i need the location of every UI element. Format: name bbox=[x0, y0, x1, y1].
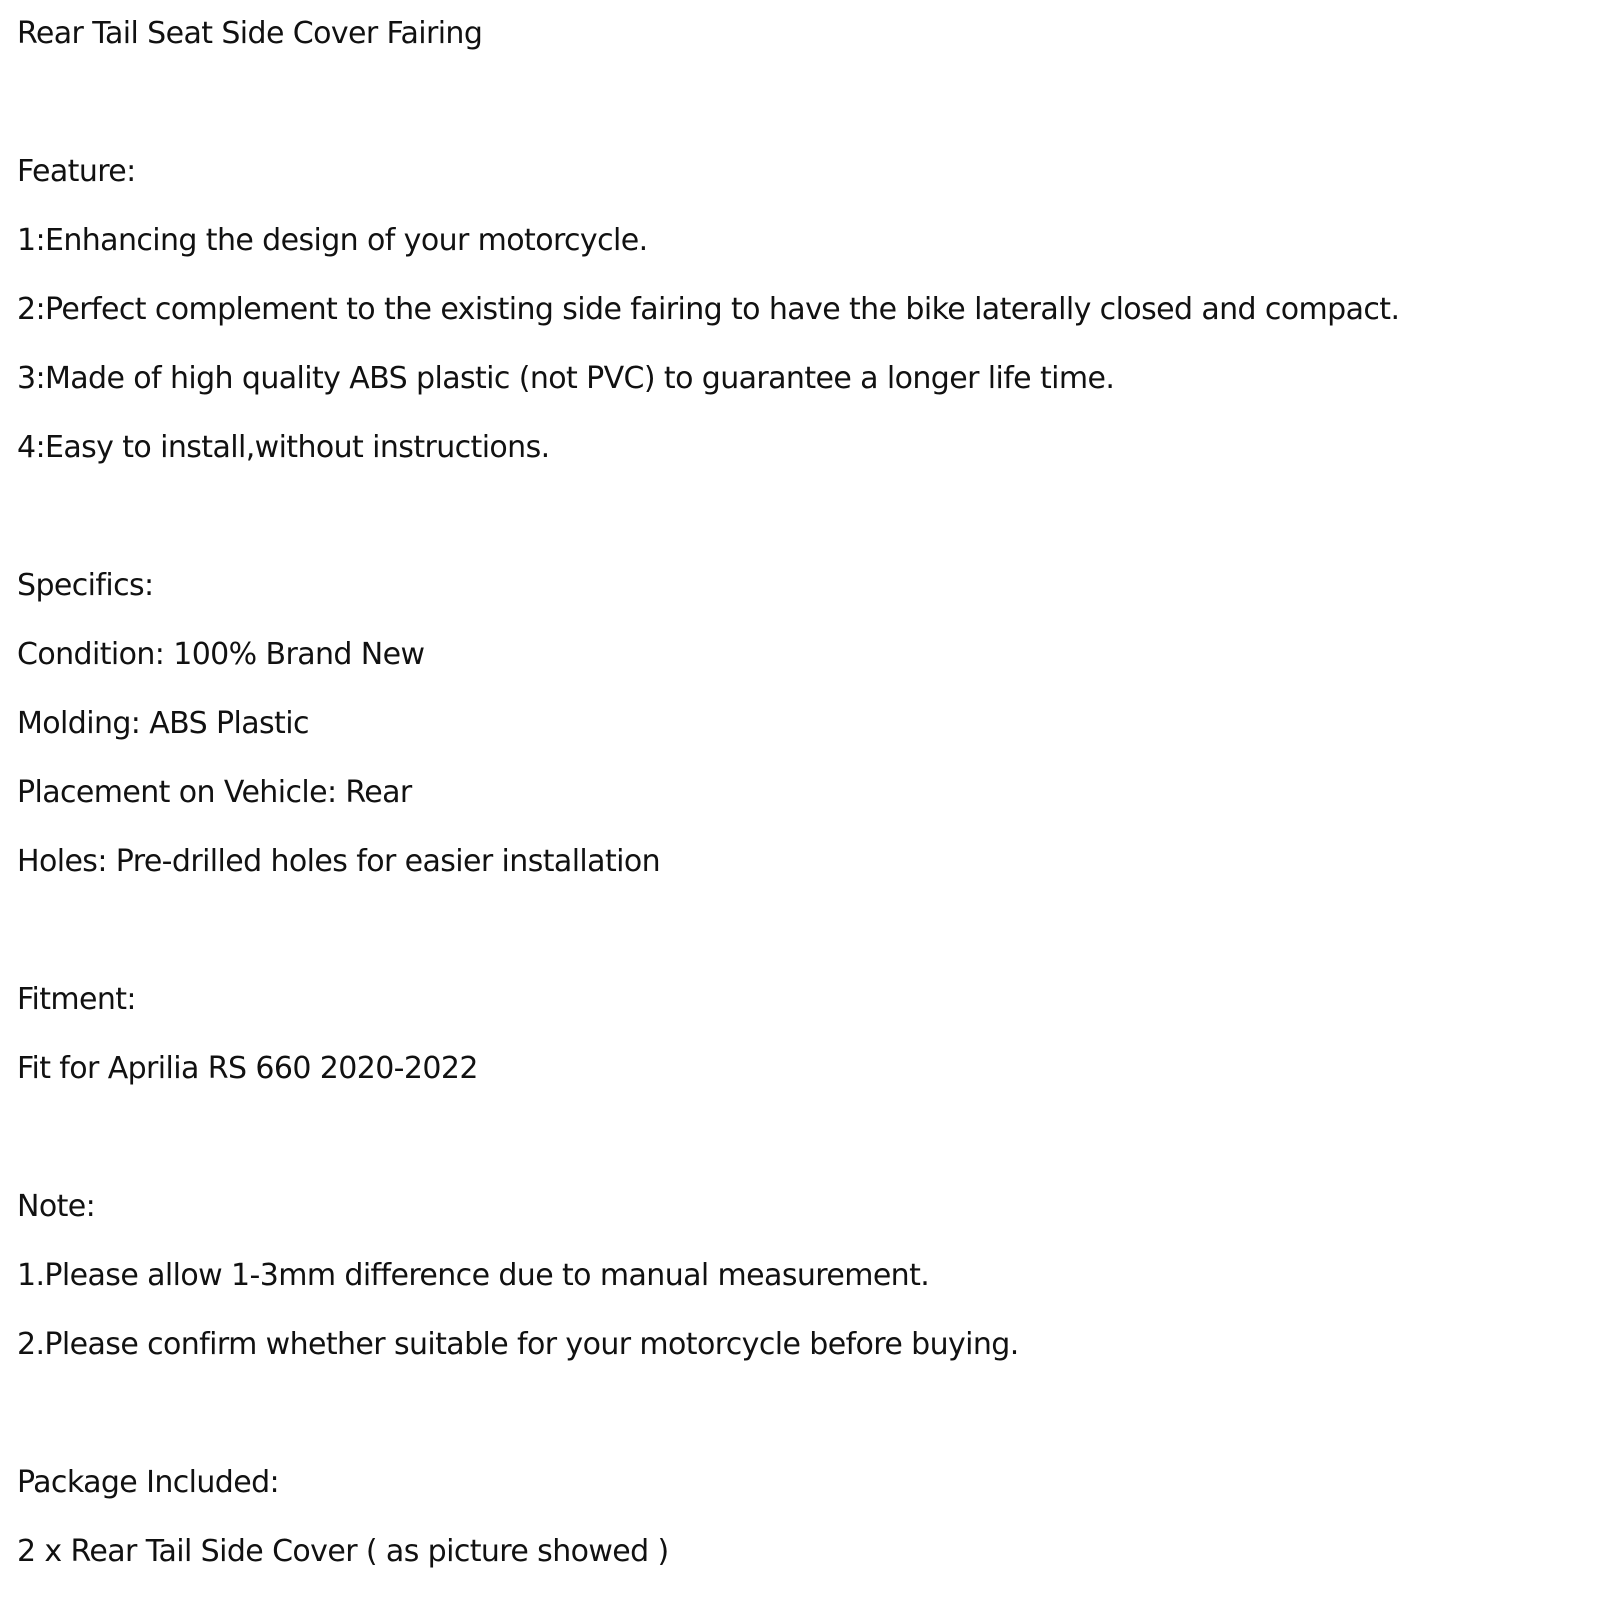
blank-line bbox=[17, 83, 1590, 152]
product-description bbox=[17, 14, 1590, 1601]
specifics-section bbox=[17, 566, 1590, 882]
blank-line bbox=[17, 1118, 1590, 1187]
package-section bbox=[17, 1463, 1590, 1572]
blank-line bbox=[17, 911, 1590, 980]
feature-item: 4:Easy to install,without instructions. bbox=[17, 430, 550, 465]
note-heading: Note: bbox=[17, 1189, 96, 1224]
feature-item: 3:Made of high quality ABS plastic (not PVC) to guarantee a longer life time. bbox=[17, 361, 1115, 396]
note-item: 2.Please confirm whether suitable for your motorcycle before buying. bbox=[17, 1327, 1019, 1362]
specifics-item: Holes: Pre-drilled holes for easier installation bbox=[17, 844, 661, 879]
fitment-item: Fit for Aprilia RS 660 2020-2022 bbox=[17, 1051, 478, 1086]
package-item: 2 x Rear Tail Side Cover ( as picture showed ) bbox=[17, 1534, 669, 1569]
fitment-heading: Fitment: bbox=[17, 982, 136, 1017]
document-title: Rear Tail Seat Side Cover Fairing bbox=[17, 16, 483, 51]
fitment-section bbox=[17, 980, 1590, 1089]
feature-section bbox=[17, 152, 1590, 468]
specifics-item: Condition: 100% Brand New bbox=[17, 637, 425, 672]
blank-line bbox=[17, 1394, 1590, 1463]
specifics-item: Molding: ABS Plastic bbox=[17, 706, 309, 741]
feature-heading: Feature: bbox=[17, 154, 136, 189]
feature-item: 1:Enhancing the design of your motorcycle. bbox=[17, 223, 648, 258]
blank-line bbox=[17, 497, 1590, 566]
package-heading: Package Included: bbox=[17, 1465, 280, 1500]
feature-item: 2:Perfect complement to the existing side fairing to have the bike laterally closed and compact. bbox=[17, 292, 1400, 327]
specifics-heading: Specifics: bbox=[17, 568, 154, 603]
note-section bbox=[17, 1187, 1590, 1365]
note-item: 1.Please allow 1-3mm difference due to manual measurement. bbox=[17, 1258, 930, 1293]
specifics-item: Placement on Vehicle: Rear bbox=[17, 775, 412, 810]
